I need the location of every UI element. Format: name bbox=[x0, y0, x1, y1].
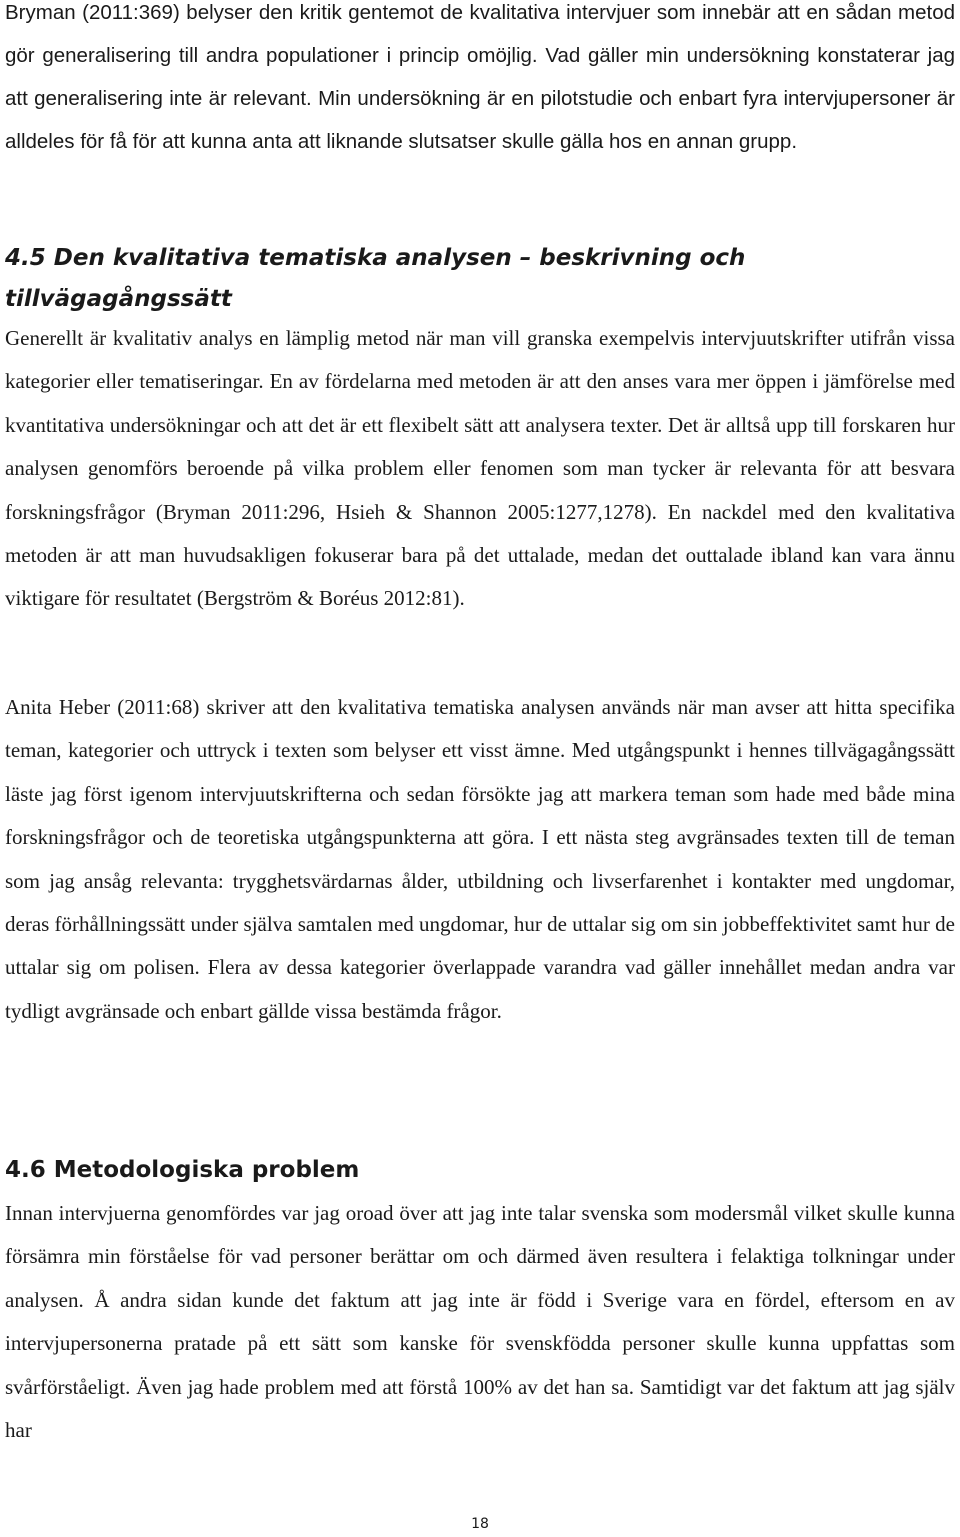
paragraph-4-5-a: Generellt är kvalitativ analys en lämplig metod när man vill granska exempelvis intervjuutskrifter utifrån vissa kategorier eller tematiseringar. En av fördelarna med metoden är att den anses vara mer öppen i jämförelse med kvantitativa undersökningar och att det är ett flexibelt sätt att analysera texter. Det är alltså upp till forskaren hur analysen genomförs beroende på vilka problem eller fenomen som man tycker är relevanta för att besvara forskningsfrågor (Bryman 2011:296, Hsieh & Shannon 2005:1277,1278). En nackdel med den kvalitativa metoden är att man huvudsakligen fokuserar bara på det uttalade, medan det outtalade ibland kan vara ännu viktigare för resultatet (Bergström & Boréus 2012:81). bbox=[5, 326, 955, 611]
section-heading-4-6: 4.6 Metodologiska problem bbox=[5, 1157, 360, 1183]
paragraph-4-6: Innan intervjuerna genomfördes var jag oroad över att jag inte talar svenska som modersmål vilket skulle kunna försämra min förståelse för vad personer berättar om och därmed även resultera i felaktiga tolkningar under analysen. Å andra sidan kunde det faktum att jag inte är född i Sverige vara en fördel, eftersom en av intervjupersonerna pratade på ett sätt som kanske för svenskfödda personer skulle kunna uppfattas som svårförståeligt. Även jag hade problem med att förstå 100% av det han sa. Samtidigt var det faktum att jag själv har bbox=[5, 1201, 955, 1443]
paragraph-4-5-b: Anita Heber (2011:68) skriver att den kvalitativa tematiska analysen används när man avser att hitta specifika teman, kategorier och uttryck i texten som belyser ett visst ämne. Med utgångspunkt i hennes tillvägagångssätt läste jag först igenom intervjuutskrifterna och sedan försökte jag att markera teman som hade med både mina forskningsfrågor och de teoretiska utgångspunkterna att göra. I ett nästa steg avgränsades texten till de teman som jag ansåg relevanta: trygghetsvärdarnas ålder, utbildning och livserfarenhet i kontakter med ungdomar, deras förhållningssätt under själva samtalen med ungdomar, hur de uttalar sig om sin jobbeffektivitet samt hur de uttalar sig om polisen. Flera av dessa kategorier överlappade varandra vad gäller innehållet medan andra var tydligt avgränsade och enbart gällde vissa bestämda frågor. bbox=[5, 695, 955, 1023]
paragraph-intro: Bryman (2011:369) belyser den kritik gentemot de kvalitativa intervjuer som innebär att en sådan metod gör generalisering till andra populationer i princip omöjlig. Vad gäller min undersökning konstaterar jag att generalisering inte är relevant. Min undersökning är en pilotstudie och enbart fyra intervjupersoner är alldeles för få för att kunna anta att liknande slutsatser skulle gälla hos en annan grupp. bbox=[5, 1, 955, 153]
page-number: 18 bbox=[471, 1516, 489, 1532]
section-heading-4-5: 4.5 Den kvalitativa tematiska analysen – beskrivning och tillvägagångssätt bbox=[5, 245, 746, 312]
